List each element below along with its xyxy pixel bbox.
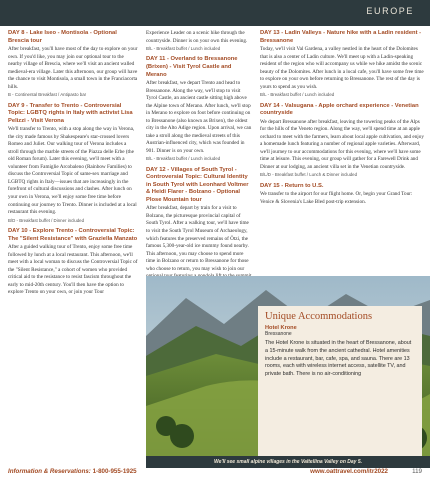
itinerary-column-2 bbox=[146, 30, 252, 307]
day-body: After a guided walking tour of Trento, enjoy some free time followed by lunch at a local restaurant. This afternoon, we'll meet with a local woman to discuss the Controversial Topic of the "Silent Resistance," a cohort of women who provided critical aid to the resistance to resist fascism throughout the early to mid-20th century. You'll then have the option to explore Trento on your own, or join your Tour bbox=[8, 244, 138, 296]
day-meals: B/D - Breakfast buffet / Dinner included bbox=[8, 217, 85, 223]
page-number: 119 bbox=[412, 468, 422, 475]
day-body: After breakfast, we depart Trento and head to Bressanone. Along the way, we'll stop to visit Tyrol Castle, an ancient castle sitting high above the Alpine town of Merano. After lunch, we'll stop in Merano to explore on foot before continuing on to Bressanone (also known as Brixen), the oldest city in the Alto Adige region. Upon arrival, we can take a stroll along the medieval streets of this Austrian-influenced city, which was founded in 901. Dinner is on your own. bbox=[146, 80, 252, 154]
day-meals: B - Continental Breakfast / Antipasto bar bbox=[8, 92, 87, 98]
day-body: After breakfast, you'll have most of the day to explore on your own. If you'd like, you may join our optional tour to the nearby village of Brescia, where we'll visit an ancient walled medieval-era village. Later this afternoon, our group will have the chance to visit Montisola, a small town in the Franciacorta hills. bbox=[8, 46, 138, 90]
day-13 bbox=[260, 30, 424, 99]
day-body: Today, we'll visit Val Gardena, a valley nestled in the heart of the Dolomites that is also a center of Ladin culture. We'll meet up with a Ladin-speaking resident of the region who will accompany us while we hike amidst the scenic beauty of the Dolomites. After lunch in a local cafe, you'll have some free time to explore on your own before returning to Bressanone. The rest of the day is yours to spend as you wish. bbox=[260, 46, 424, 90]
day-heading: DAY 15 - Return to U.S. bbox=[260, 182, 324, 189]
day-heading: DAY 10 - Explore Trento - Controversial Topic: The "Silent Resistance" with Graziella Manzato bbox=[8, 227, 138, 242]
day-body: After breakfast, depart by train for a visit to Bolzano, the picturesque provincial capital of South Tyrol. After a walking tour, we'll have time to visit the South Tyrol Museum of Archaeology, which features the preserved remains of Ötzi, the famous 5,300-year-old ice mummy found nearby. This afternoon, you may choose to spend more time in Bolzano or return to Bressanone for those who choose to return, you may wish to join our bbox=[146, 205, 249, 272]
itinerary-column-3 bbox=[260, 30, 424, 210]
day-heading: DAY 12 - Villages of South Tyrol - Controversial Topic: Cultural Identity in South Tyrol with Leonhard Voltmer & Heidi Flarer - Bolzano - Optional Plose Mountain tour bbox=[146, 166, 249, 203]
hotel-name: Hotel Krone bbox=[265, 325, 297, 331]
day-heading: DAY 13 - Ladin Valleys - Nature hike with a Ladin resident - Bressanone bbox=[260, 30, 422, 44]
day-meals: B/L - Breakfast buffet / Lunch included bbox=[260, 92, 335, 98]
day-meals: B/L/D - Breakfast buffet / Lunch & Dinner included bbox=[260, 172, 358, 178]
day-14 bbox=[260, 103, 424, 179]
day-heading: DAY 11 - Overland to Bressanone (Brixen) - Visit Tyrol Castle and Merano bbox=[146, 56, 238, 78]
itinerary-column-1 bbox=[8, 30, 138, 301]
accommodations-title: Unique Accommodations bbox=[265, 311, 373, 322]
day-body: We depart Bressanone after breakfast, leaving the towering peaks of the Alps for the hills of the Veneto region. Along the way, we'll spend time at an apple orchard to meet with the farmers, learn about local apple cultivation, and enjoy a homemade lunch featuring a number of regional apple varieties. Afterward, we'll journey to our accommodations for this evening, where we'll have some time at leisure. This evening, our group will gather for a Farewell Drink and Dinner at our lodging, an ancient villa set in the Venetian countryside. bbox=[260, 118, 424, 170]
day-8 bbox=[8, 30, 138, 99]
section-label: EUROPE bbox=[366, 6, 414, 16]
footer-info-label: Information & Reservations: bbox=[8, 468, 91, 475]
day-9 bbox=[8, 103, 138, 224]
section-header-band bbox=[0, 0, 430, 26]
day-heading: DAY 9 - Transfer to Trento - Controversial Topic: LGBTQ rights in Italy with activist Lisa Pelizzi - Visit Verona bbox=[8, 102, 133, 124]
day-body: We'll transfer to Trento, with a stop along the way in Verona, the city made famous by Shakespeare's star-crossed lovers Romeo and Juliet. Our walking tour of Verona includes a stroll through the marble streets of the Piazza delle Erbe (the old Roman forum). Later this evening, we'll meet with a volunteer from Famiglie Arcobaleno (Rainbow Families) to discuss the Controversial Topic of same-sex marriage and LGBTQ rights in Italy—issues that are increasingly in the forefront of cultural discussions and clashes. After lunch on your own in Verona, we'll enjoy some free time before continuing our journey to Trento. Dinner is included at a local restaurant this evening. bbox=[8, 126, 137, 216]
footer-reservations bbox=[8, 468, 137, 475]
day-10-continued bbox=[146, 30, 252, 52]
photo-caption: We'll see small alpine villages in the Valtellina Valley on Day 5. bbox=[146, 456, 430, 468]
day-meals: B/L - Breakfast buffet / Lunch included bbox=[146, 156, 221, 162]
hotel-description: The Hotel Krone is situated in the heart of Bressanone, about a 15-minute walk from the ancient cathedral. Hotel amenities include a restaurant, bar, cafe, spa, and sauna. There are 13 rooms, each with wireless internet access, satellite TV, and private bath. There is no air-conditioning bbox=[265, 340, 412, 378]
accommodations-panel bbox=[258, 306, 422, 456]
day-body: We transfer to the airport for our flight home. Or, begin your Grand Tour: Venice & Slovenia's Lake Bled post-trip extension. bbox=[260, 191, 413, 205]
hotel-town: Bressanone bbox=[265, 331, 292, 337]
day-meals: B/L - Breakfast buffet / Lunch included bbox=[146, 46, 221, 52]
day-body: Experience Leader on a scenic hike through the countryside. Dinner is on your own this evening. bbox=[146, 30, 248, 44]
day-11 bbox=[146, 56, 252, 162]
day-10 bbox=[8, 228, 138, 297]
day-heading: DAY 8 - Lake Iseo - Montisola - Optional Brescia tour bbox=[8, 30, 117, 44]
footer-phone[interactable]: 1-800-955-1925 bbox=[92, 468, 137, 475]
day-heading: DAY 14 - Valsugana - Apple orchard experience - Venetian countryside bbox=[260, 102, 419, 117]
footer-url[interactable]: www.oattravel.com/itr2022 bbox=[310, 468, 388, 475]
day-15 bbox=[260, 183, 424, 207]
